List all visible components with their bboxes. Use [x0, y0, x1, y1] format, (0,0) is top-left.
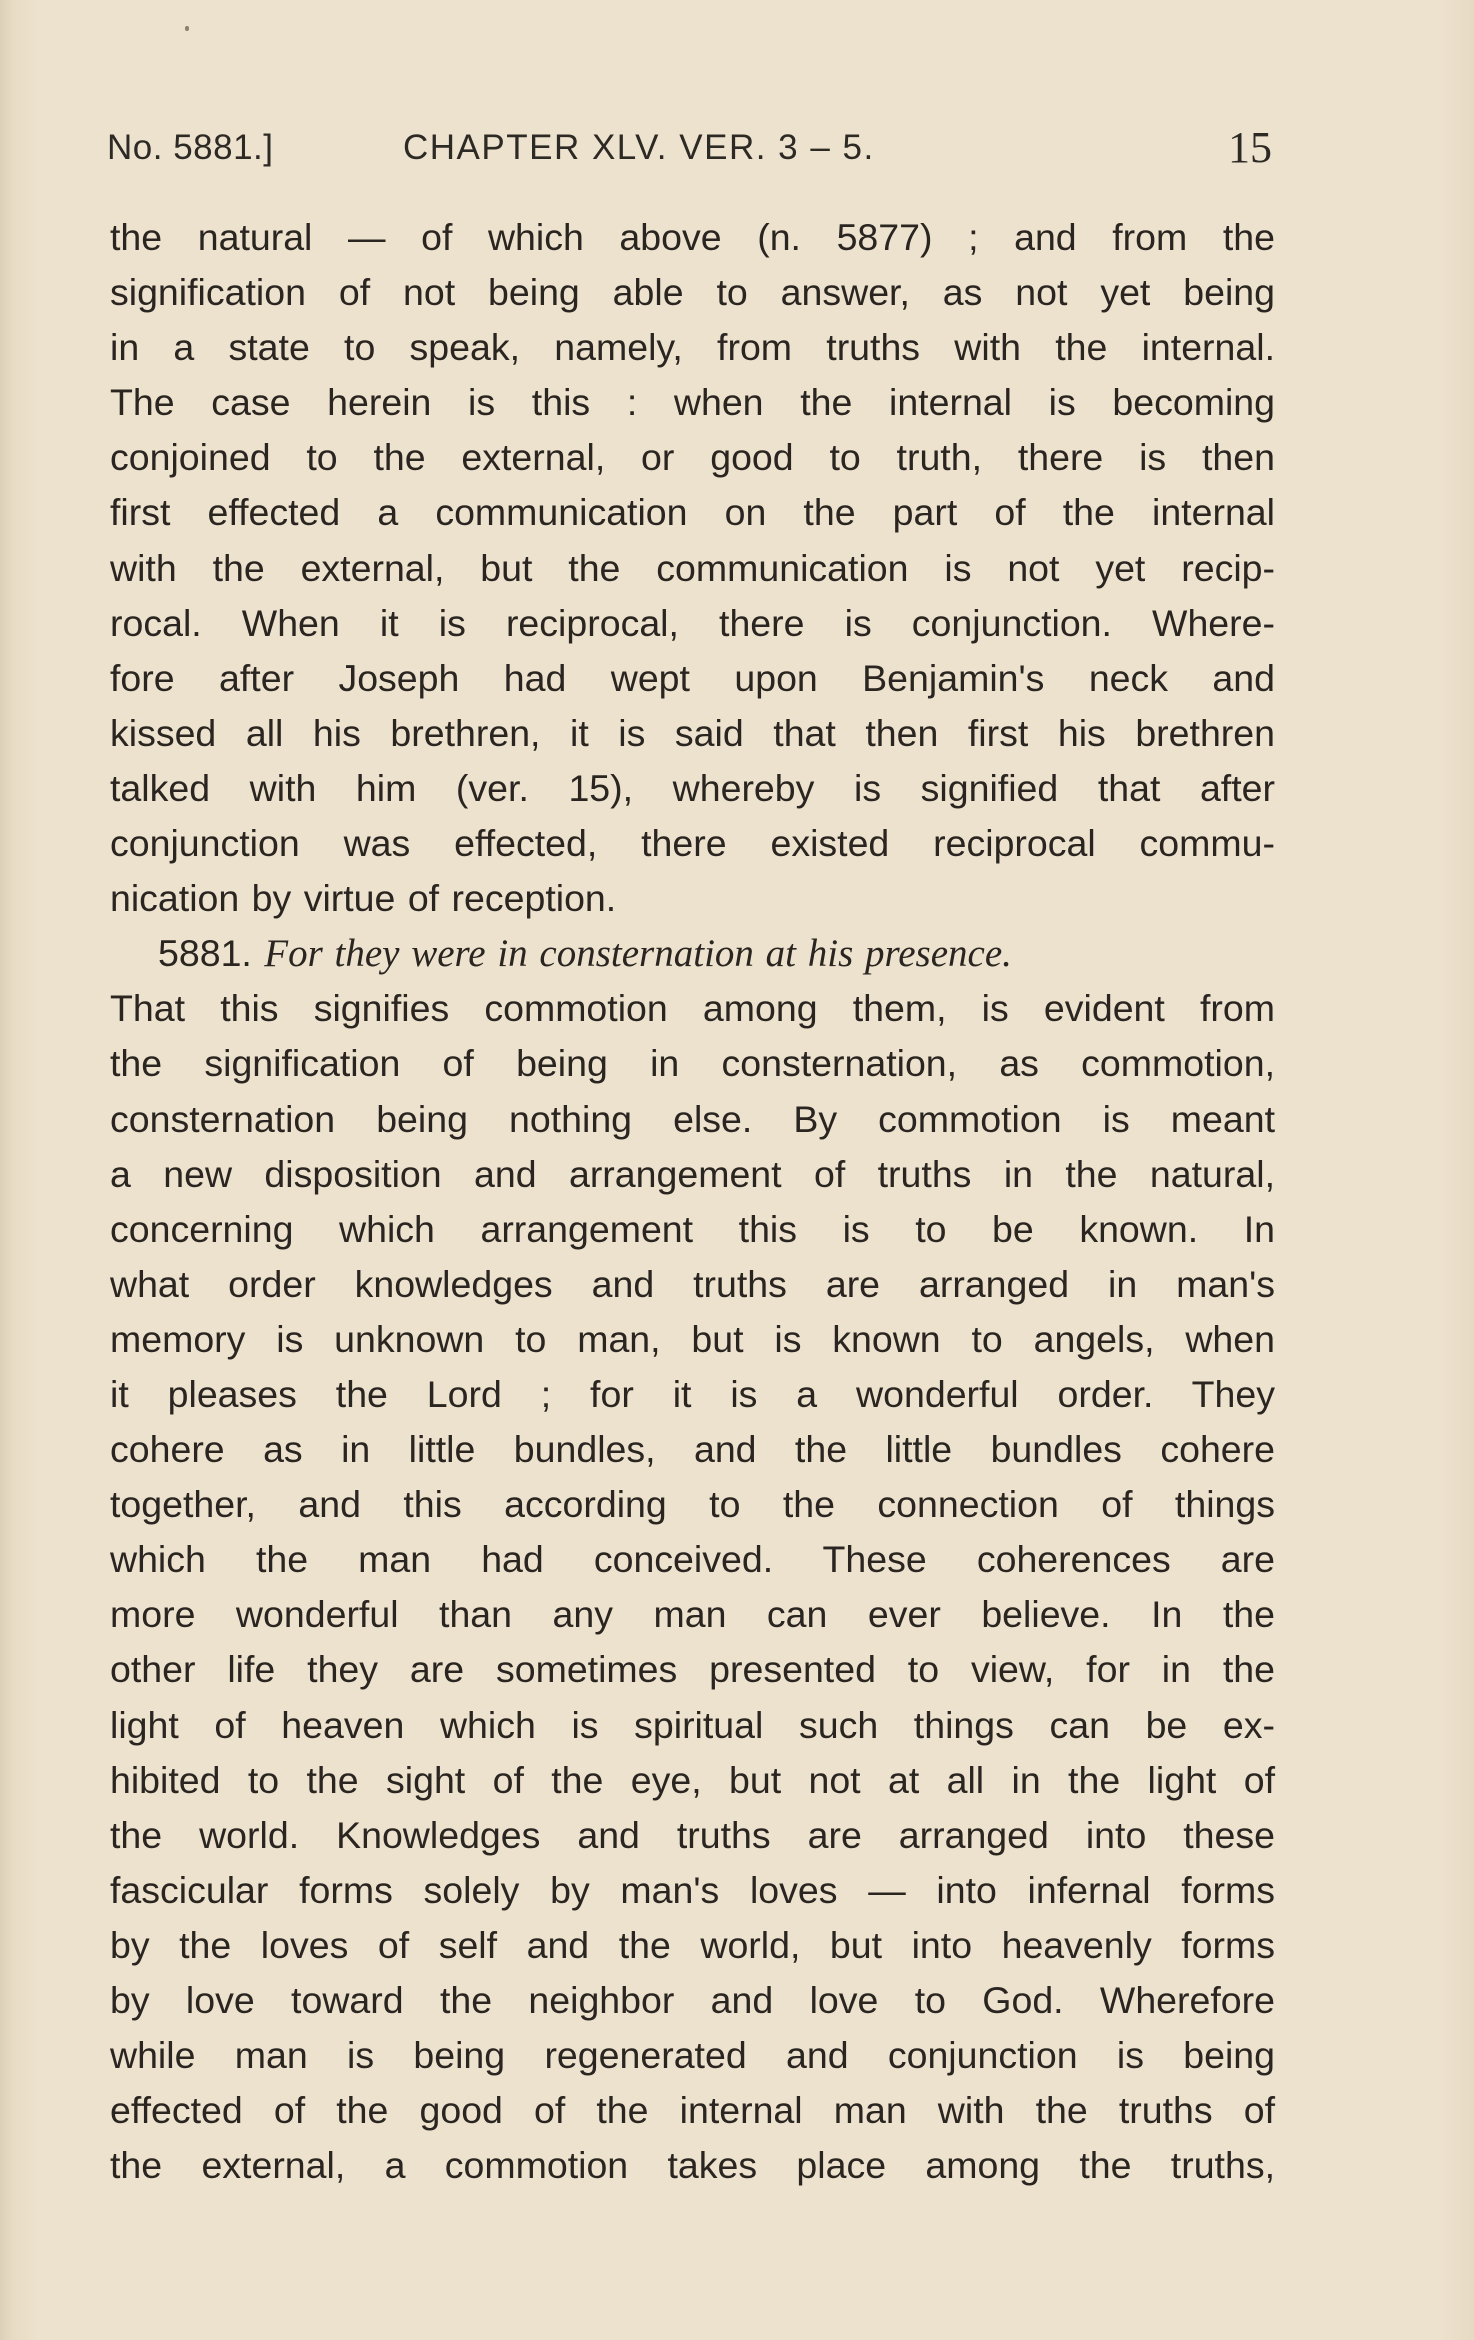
- page-number: 15: [1228, 123, 1272, 172]
- text-line: talked with him (ver. 15), whereby is signified that after: [110, 766, 1275, 809]
- text-line: the natural — of which above (n. 5877) ; and from the: [110, 216, 1275, 258]
- text-line: in a state to speak, namely, from truths with the internal.: [110, 326, 1275, 369]
- text-line: by love toward the neighbor and love to God. Wherefore: [110, 1979, 1275, 2021]
- text-line: by the loves of self and the world, but into heavenly forms: [110, 1923, 1275, 1966]
- text-line: The case herein is this : when the internal is becoming: [110, 381, 1275, 424]
- section-title: For they were in consternation at his presence.: [264, 932, 1012, 976]
- text-line: other life they are sometimes presented to view, for in the: [110, 1648, 1275, 1691]
- text-line: consternation being nothing else. By commotion is meant: [110, 1097, 1275, 1140]
- text-line: conjoined to the external, or good to truth, there is then: [110, 436, 1275, 479]
- section-number: 5881.: [158, 932, 252, 975]
- text-line: the signification of being in consternation, as commotion,: [110, 1042, 1275, 1085]
- text-line: more wonderful than any man can ever believe. In the: [110, 1593, 1275, 1636]
- text-line: with the external, but the communication is not yet recip-: [110, 546, 1275, 589]
- text-line: the world. Knowledges and truths are arranged into these: [110, 1813, 1275, 1856]
- section-heading-line: [110, 926, 1275, 981]
- paper-speck: [185, 26, 189, 31]
- body-text: [110, 210, 1275, 2193]
- text-line: which the man had conceived. These coherences are: [110, 1538, 1275, 1581]
- text-line: kissed all his brethren, it is said that then first his brethren: [110, 711, 1275, 754]
- text-line: cohere as in little bundles, and the little bundles cohere: [110, 1428, 1275, 1471]
- text-line: fascicular forms solely by man's loves — into infernal forms: [110, 1868, 1275, 1911]
- text-line: memory is unknown to man, but is known to angels, when: [110, 1317, 1275, 1360]
- text-line: effected of the good of the internal man with the truths of: [110, 2089, 1275, 2132]
- text-line: hibited to the sight of the eye, but not at all in the light of: [110, 1758, 1275, 1801]
- text-line: first effected a communication on the part of the internal: [110, 491, 1275, 534]
- text-line: the external, a commotion takes place among the truths,: [110, 2144, 1275, 2187]
- text-line: fore after Joseph had wept upon Benjamin's neck and: [110, 656, 1275, 699]
- text-line: concerning which arrangement this is to be known. In: [110, 1207, 1275, 1250]
- text-line: light of heaven which is spiritual such things can be ex-: [110, 1703, 1275, 1746]
- text-line: a new disposition and arrangement of truths in the natural,: [110, 1152, 1275, 1195]
- text-line: That this signifies commotion among them, is evident from: [110, 987, 1275, 1030]
- text-line: rocal. When it is reciprocal, there is conjunction. Where-: [110, 601, 1275, 644]
- text-line: together, and this according to the connection of things: [110, 1483, 1275, 1526]
- header-chapter-title: CHAPTER XLV. VER. 3 – 5.: [403, 128, 875, 167]
- text-line: while man is being regenerated and conjunction is being: [110, 2034, 1275, 2077]
- header-section-ref: No. 5881.]: [107, 128, 274, 167]
- text-line: it pleases the Lord ; for it is a wonderful order. They: [110, 1372, 1275, 1415]
- text-line: what order knowledges and truths are arranged in man's: [110, 1262, 1275, 1305]
- text-line: conjunction was effected, there existed reciprocal commu-: [110, 822, 1275, 865]
- running-head: [107, 118, 1272, 178]
- text-line: nication by virtue of reception.: [110, 877, 617, 920]
- text-line: signification of not being able to answer, as not yet being: [110, 271, 1275, 314]
